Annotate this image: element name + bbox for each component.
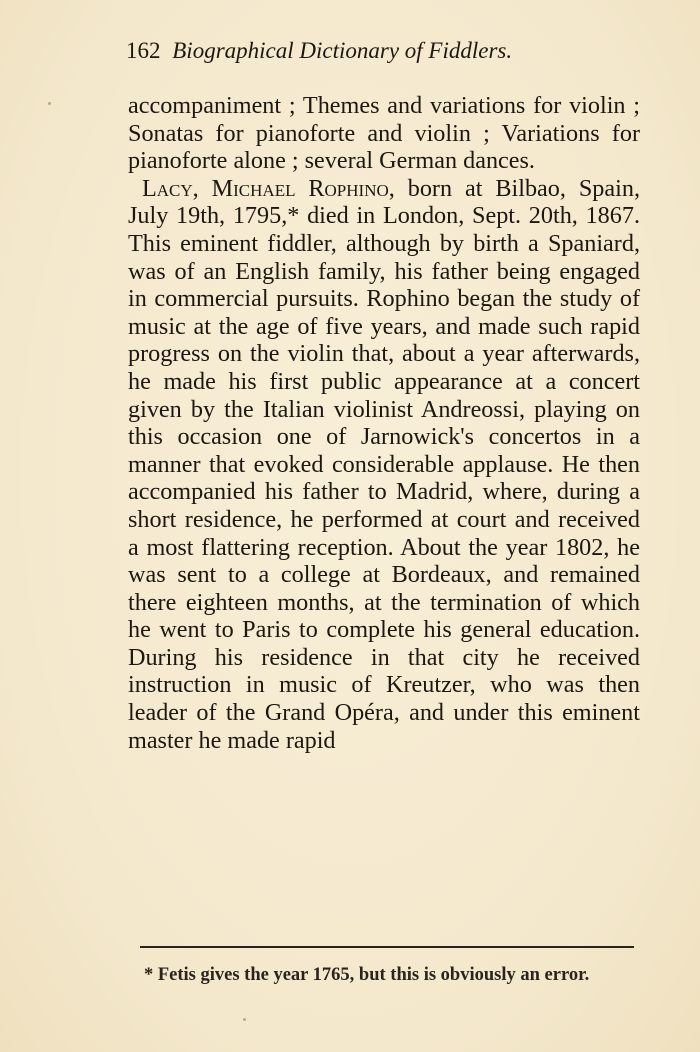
footnote-divider — [140, 946, 634, 948]
page-header — [126, 38, 596, 64]
running-title: Biographical Dictionary of Fiddlers. — [172, 38, 513, 63]
entry-text: born at Bilbao, Spain, July 19th, 1795,* died in London, Sept. 20th, 1867. This eminent fiddler, although by birth a Spaniard, was of an English family, his father being engaged in commercial pursuits. Rophino began the study of music at the age of five years, and made such rapid progress on the violin that, about a year afterwards, he made his first public appearance at a concert given by the Italian violinist Andreossi, playing on this occasion one of Jarnowick's concertos in a manner that evoked considerable applause. He then accompanied his father to Madrid, where, during a short residence, he performed at court and received a most flattering reception. About the year 1802, he was sent to a college at Bordeaux, and remained there eighteen months, at the termination of which he went to Paris to complete his general education. During his residence in that city he received instruction in music of Kreutzer, who was then leader of the Grand Opéra, and under this eminent master he made rapid — [128, 174, 640, 754]
entry-name: Lacy, Michael Rophino, — [142, 174, 395, 202]
continuation-paragraph: accompaniment ; Themes and variations for violin ; Sonatas for pianoforte and violin ; Variations for pianoforte alone ; several German dances. — [128, 92, 640, 175]
body-text — [128, 92, 640, 754]
paper-speck — [48, 102, 51, 105]
page-number: 162 — [126, 38, 161, 63]
entry-paragraph — [128, 175, 640, 754]
footnote — [130, 964, 640, 986]
footnote-text: * Fetis gives the year 1765, but this is obviously an error. — [144, 965, 590, 985]
paper-speck — [243, 1018, 246, 1021]
